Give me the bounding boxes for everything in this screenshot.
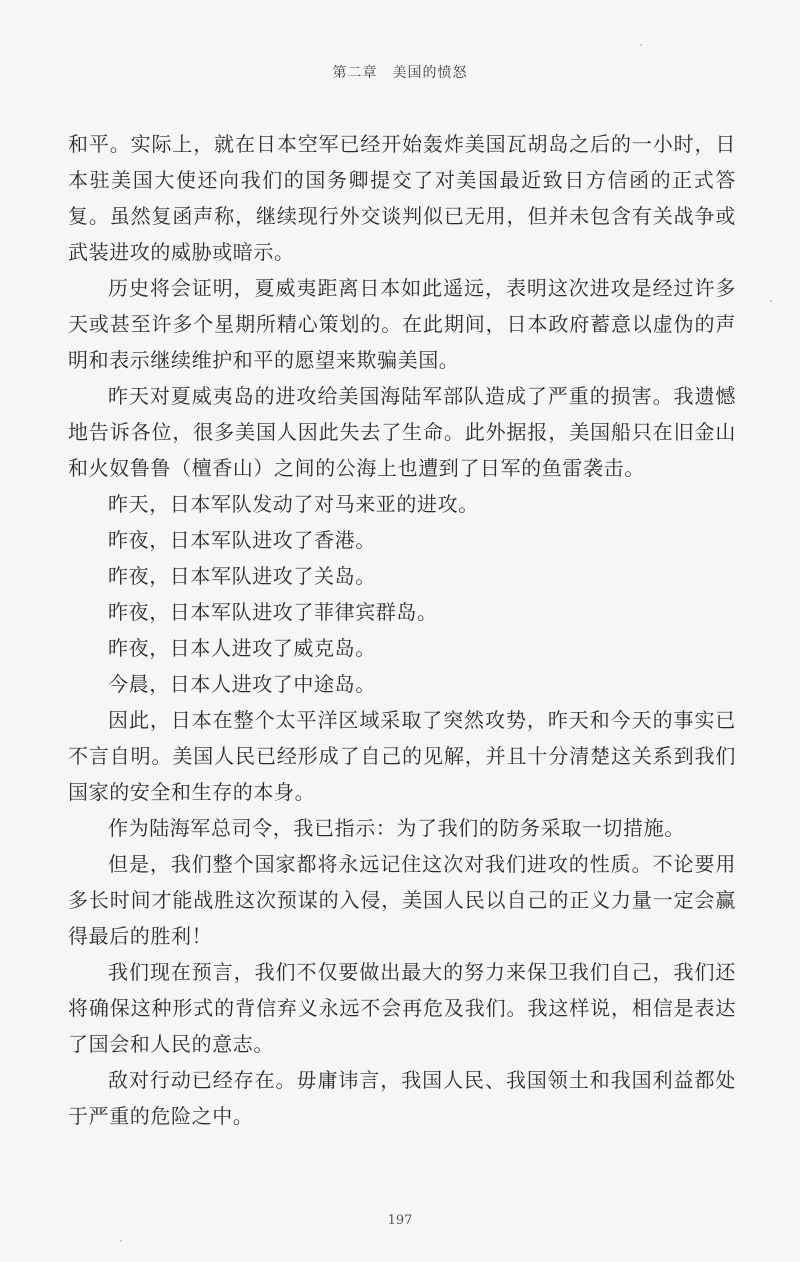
- scan-speck: [120, 1240, 122, 1242]
- paragraph: 我们现在预言，我们不仅要做出最大的努力来保卫我们自己，我们还将确保这种形式的背信弃义永远不会再危及我们。我这样说，相信是表达了国会和人民的意志。: [68, 960, 736, 1056]
- paragraph: 作为陆海军总司令，我已指示：为了我们的防务采取一切措施。: [108, 816, 685, 840]
- paragraph: 因此，日本在整个太平洋区域采取了突然攻势，昨天和今天的事实已不言自明。美国人民已经形成了自己的见解，并且十分清楚这关系到我们国家的安全和生存的本身。: [68, 708, 736, 804]
- paragraph: 昨天对夏威夷岛的进攻给美国海陆军部队造成了严重的损害。我遗憾地告诉各位，很多美国人因此失去了生命。此外据报，美国船只在旧金山和火奴鲁鲁（檀香山）之间的公海上也遭到了日军的鱼雷袭击。: [68, 384, 736, 480]
- paragraph: 昨夜，日本军队进攻了关岛。: [108, 564, 376, 588]
- paragraph: 昨夜，日本军队进攻了菲律宾群岛。: [108, 600, 438, 624]
- paragraph: 敌对行动已经存在。毋庸讳言，我国人民、我国领土和我国利益都处于严重的危险之中。: [68, 1068, 736, 1128]
- paragraph: 历史将会证明，夏威夷距离日本如此遥远，表明这次进攻是经过许多天或甚至许多个星期所精心策划的。在此期间，日本政府蓄意以虚伪的声明和表示继续维护和平的愿望来欺骗美国。: [68, 276, 736, 372]
- running-header: 第二章 美国的愤怒: [332, 65, 468, 81]
- paragraph: 昨天，日本军队发动了对马来亚的进攻。: [108, 492, 479, 516]
- paragraph: 昨夜，日本军队进攻了香港。: [108, 528, 376, 552]
- paragraph: 昨夜，日本人进攻了威克岛。: [108, 636, 376, 660]
- paragraph: 但是，我们整个国家都将永远记住这次对我们进攻的性质。不论要用多长时间才能战胜这次预谋的入侵，美国人民以自己的正义力量一定会赢得最后的胜利！: [68, 852, 736, 948]
- scan-speck: [640, 44, 642, 46]
- page-number: 197: [387, 1213, 413, 1228]
- paragraph: 和平。实际上，就在日本空军已经开始轰炸美国瓦胡岛之后的一小时，日本驻美国大使还向我们的国务卿提交了对美国最近致日方信函的正式答复。虽然复函声称，继续现行外交谈判似已无用，但并未包含有关战争或武装进攻的威胁或暗示。: [68, 132, 736, 264]
- scan-speck: [770, 300, 772, 302]
- body-text: [68, 126, 736, 1134]
- paragraph: 今晨，日本人进攻了中途岛。: [108, 672, 376, 696]
